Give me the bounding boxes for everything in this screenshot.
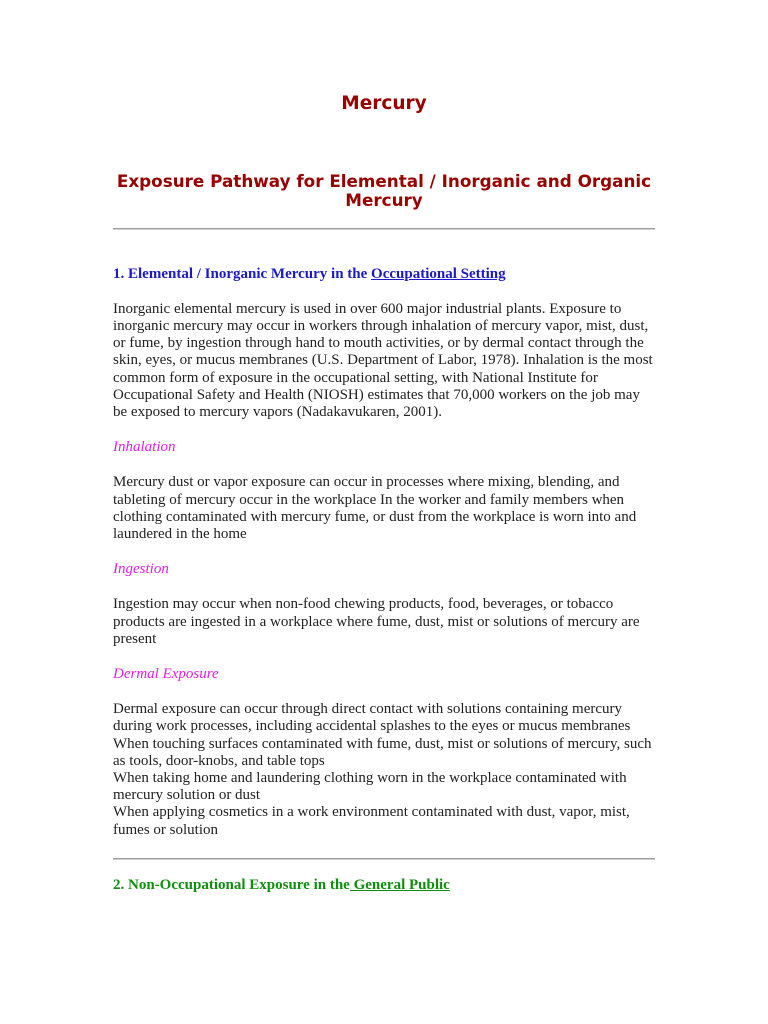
section-2-heading-text: 2. Non-Occupational Exposure in the — [113, 877, 350, 894]
occupational-setting-link[interactable]: Occupational Setting — [371, 265, 506, 282]
dermal-exposure-item: When touching surfaces contaminated with fume, dust, mist or solutions of mercury, such as tools, door-knobs, and table tops — [113, 735, 652, 769]
section-1-heading-text: 1. Elemental / Inorganic Mercury in the — [113, 265, 372, 282]
page-title: Mercury — [341, 93, 427, 114]
ingestion-paragraph: Ingestion may occur when non-food chewing products, food, beverages, or tobacco products are ingested in a workplace where fume, dust, mist or solutions of mercury are present — [113, 596, 640, 647]
section-1-heading — [113, 266, 655, 283]
dermal-exposure-subheading: Dermal Exposure — [113, 665, 219, 682]
dermal-exposure-list — [113, 701, 655, 839]
divider-bottom — [113, 858, 655, 860]
dermal-exposure-item: When taking home and laundering clothing worn in the workplace contaminated with mercury solution or dust — [113, 769, 627, 804]
ingestion-subheading: Ingestion — [113, 561, 169, 578]
divider-top — [113, 228, 655, 230]
dermal-exposure-item: When applying cosmetics in a work environment contaminated with dust, vapor, mist, fumes or solution — [113, 804, 630, 838]
general-public-link[interactable]: General Public — [349, 877, 450, 894]
dermal-exposure-item: Dermal exposure can occur through direct contact with solutions containing mercury during work processes, including accidental splashes to the eyes or mucus membranes — [113, 701, 631, 735]
document-body — [113, 228, 655, 894]
section-2-heading — [113, 877, 655, 894]
inhalation-paragraph: Mercury dust or vapor exposure can occur in processes where mixing, blending, and tableting of mercury occur in the workplace In the worker and family members when clothing contaminated with mercury fume, or dust from the workplace is worn into and laundered in the home — [113, 474, 637, 542]
page-subtitle: Exposure Pathway for Elemental / Inorganic and Organic Mercury — [116, 170, 652, 210]
section-1-intro-paragraph: Inorganic elemental mercury is used in over 600 major industrial plants. Exposure to inorganic mercury may occur in workers through inhalation of mercury vapor, mist, dust, or fume, by ingestion through hand to mouth activities, or by dermal contact through the skin, eyes, or mucus membranes (U.S. Department of Labor, 1978). Inhalation is the most common form of exposure in the occupational setting, with National Institute for Occupational Safety and Health (NIOSH) estimates that 70,000 workers on the job may be exposed to mercury vapors (Nadakavukaren, 2001). — [113, 300, 653, 420]
inhalation-subheading: Inhalation — [113, 439, 176, 456]
